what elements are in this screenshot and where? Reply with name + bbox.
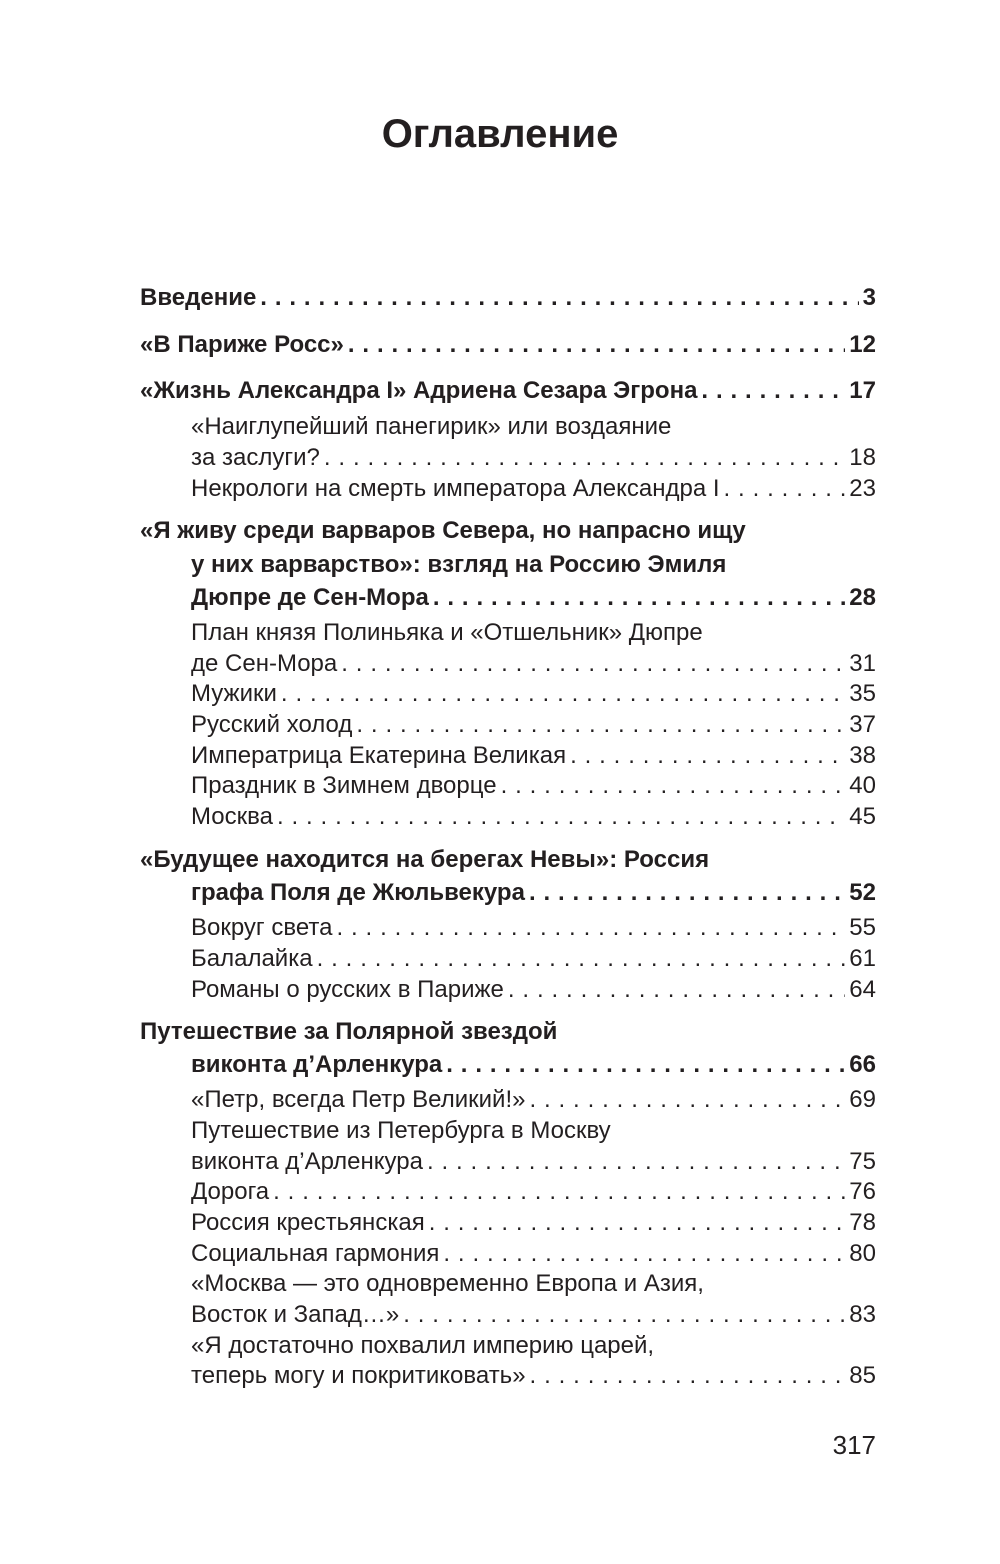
leader-dots xyxy=(273,1178,845,1206)
toc-entry-barbarians[interactable] xyxy=(191,584,876,616)
toc-entry-text: виконта д’Арленкура xyxy=(191,1148,423,1175)
toc-entry-page: 64 xyxy=(849,976,876,1003)
toc-subentry-russian-cold[interactable] xyxy=(191,711,876,743)
leader-dots xyxy=(324,444,845,472)
leader-dots xyxy=(433,584,845,612)
toc-entry-neva[interactable] xyxy=(191,879,876,911)
toc-entry-page: 31 xyxy=(849,650,876,677)
toc-entry-polar-star-line1[interactable] xyxy=(140,1018,876,1050)
toc-subentry-catherine[interactable] xyxy=(191,742,876,774)
toc-entry-text: Социальная гармония xyxy=(191,1240,440,1267)
toc-entry-page: 3 xyxy=(862,284,876,311)
toc-entry-neva-line1[interactable] xyxy=(140,846,876,878)
toc-entry-page: 23 xyxy=(849,475,876,502)
leader-dots xyxy=(341,650,845,678)
toc-subentry-moscow-europe-asia[interactable] xyxy=(191,1301,876,1333)
page-title: Оглавление xyxy=(381,112,619,156)
toc-entry-page: 45 xyxy=(849,803,876,830)
toc-entry-page: 83 xyxy=(849,1301,876,1328)
leader-dots xyxy=(348,331,845,359)
toc-entry-page: 61 xyxy=(849,945,876,972)
toc-entry-text: Балалайка xyxy=(191,945,313,972)
toc-entry-polar-star[interactable] xyxy=(191,1051,876,1083)
toc-subentry-polignac[interactable] xyxy=(191,650,876,682)
toc-subentry-polignac-line1[interactable] xyxy=(191,619,876,651)
toc-entry-page: 75 xyxy=(849,1148,876,1175)
toc-subentry-panegyric[interactable] xyxy=(191,444,876,476)
toc-entry-page: 17 xyxy=(849,377,876,404)
toc-entry-text: Праздник в Зимнем дворце xyxy=(191,772,497,799)
toc-entry-text: «Петр, всегда Петр Великий!» xyxy=(191,1086,526,1113)
toc-entry-page: 35 xyxy=(849,680,876,707)
toc-entry-text: «Будущее находится на берегах Невы»: Россия xyxy=(140,846,710,873)
toc-entry-barbarians-line2[interactable] xyxy=(191,551,876,583)
toc-entry-text: Введение xyxy=(140,284,257,311)
toc-entry-text: графа Поля де Жюльвекура xyxy=(191,879,525,906)
leader-dots xyxy=(277,803,845,831)
leader-dots xyxy=(281,680,845,708)
toc-entry-page: 78 xyxy=(849,1209,876,1236)
leader-dots xyxy=(427,1148,845,1176)
toc-entry-page: 55 xyxy=(849,914,876,941)
toc-subentry-moscow-europe-asia-line1[interactable] xyxy=(191,1270,876,1302)
leader-dots xyxy=(570,742,845,770)
leader-dots xyxy=(443,1240,845,1268)
toc-subentry-journey-line1[interactable] xyxy=(191,1117,876,1149)
toc-entry-text: виконта д’Арленкура xyxy=(191,1051,443,1078)
toc-entry-text: «Москва — это одновременно Европа и Азия, xyxy=(191,1270,704,1297)
toc-entry-page: 40 xyxy=(849,772,876,799)
toc-entry-page: 80 xyxy=(849,1240,876,1267)
toc-entry-text: «Жизнь Александра I» Адриена Сезара Эгрона xyxy=(140,377,698,404)
toc-entry-page: 66 xyxy=(849,1051,876,1078)
toc-entry-introduction[interactable] xyxy=(140,284,876,316)
toc-entry-text: у них варварство»: взгляд на Россию Эмиля xyxy=(191,551,727,578)
toc-subentry-novels[interactable] xyxy=(191,976,876,1008)
toc-entry-page: 12 xyxy=(849,331,876,358)
toc-entry-text: Путешествие из Петербурга в Москву xyxy=(191,1117,611,1144)
toc-entry-text: Россия крестьянская xyxy=(191,1209,425,1236)
leader-dots xyxy=(429,1209,846,1237)
page-number: 317 xyxy=(832,1430,876,1460)
toc-subentry-peter-great[interactable] xyxy=(191,1086,876,1118)
toc-entry-text: План князя Полиньяка и «Отшельник» Дюпре xyxy=(191,619,703,646)
toc-subentry-moscow[interactable] xyxy=(191,803,876,835)
toc-entry-page: 69 xyxy=(849,1086,876,1113)
toc-entry-paris-ross[interactable] xyxy=(140,331,876,363)
toc-subentry-around-world[interactable] xyxy=(191,914,876,946)
toc-subentry-road[interactable] xyxy=(191,1178,876,1210)
toc-subentry-obituaries[interactable] xyxy=(191,475,876,507)
toc-entry-text: Москва xyxy=(191,803,273,830)
toc-entry-page: 28 xyxy=(849,584,876,611)
toc-entry-page: 38 xyxy=(849,742,876,769)
toc-entry-text: Восток и Запад…» xyxy=(191,1301,400,1328)
leader-dots xyxy=(260,284,858,312)
toc-subentry-criticize-line1[interactable] xyxy=(191,1332,876,1364)
leader-dots xyxy=(724,475,846,503)
toc-entry-text: Вокруг света xyxy=(191,914,333,941)
toc-subentry-social-harmony[interactable] xyxy=(191,1240,876,1272)
toc-subentry-panegyric-line1[interactable] xyxy=(191,413,876,445)
leader-dots xyxy=(508,976,845,1004)
toc-entry-text: «В Париже Росс» xyxy=(140,331,344,358)
toc-entry-text: Мужики xyxy=(191,680,277,707)
toc-entry-page: 76 xyxy=(849,1178,876,1205)
toc-entry-text: Некрологи на смерть императора Александра I xyxy=(191,475,720,502)
toc-subentry-criticize[interactable] xyxy=(191,1362,876,1394)
leader-dots xyxy=(446,1051,845,1079)
toc-entry-text: Дюпре де Сен-Мора xyxy=(191,584,429,611)
toc-entry-page: 52 xyxy=(849,879,876,906)
leader-dots xyxy=(530,1362,846,1390)
toc-entry-text: «Наиглупейший панегирик» или воздаяние xyxy=(191,413,672,440)
toc-entry-text: за заслуги? xyxy=(191,444,320,471)
toc-entry-page: 85 xyxy=(849,1362,876,1389)
toc-entry-text: «Я живу среди варваров Севера, но напрасно ищу xyxy=(140,517,746,544)
leader-dots xyxy=(403,1301,845,1329)
leader-dots xyxy=(501,772,846,800)
toc-entry-life-of-alexander[interactable] xyxy=(140,377,876,409)
leader-dots xyxy=(529,879,845,907)
toc-subentry-journey[interactable] xyxy=(191,1148,876,1180)
leader-dots xyxy=(317,945,846,973)
toc-entry-text: «Я достаточно похвалил империю царей, xyxy=(191,1332,655,1359)
toc-subentry-peasant-russia[interactable] xyxy=(191,1209,876,1241)
leader-dots xyxy=(529,1086,845,1114)
toc-entry-text: де Сен-Мора xyxy=(191,650,338,677)
toc-entry-text: Романы о русских в Париже xyxy=(191,976,504,1003)
toc-entry-barbarians-line1[interactable] xyxy=(140,517,876,549)
toc-entry-page: 37 xyxy=(849,711,876,738)
toc-entry-text: Императрица Екатерина Великая xyxy=(191,742,567,769)
toc-entry-page: 18 xyxy=(849,444,876,471)
leader-dots xyxy=(356,711,845,739)
toc-entry-text: Путешествие за Полярной звездой xyxy=(140,1018,558,1045)
toc-subentry-muzhiki[interactable] xyxy=(191,680,876,712)
toc-subentry-balalaika[interactable] xyxy=(191,945,876,977)
toc-entry-text: теперь могу и покритиковать» xyxy=(191,1362,526,1389)
leader-dots xyxy=(336,914,845,942)
toc-subentry-winter-palace[interactable] xyxy=(191,772,876,804)
toc-entry-text: Русский холод xyxy=(191,711,353,738)
leader-dots xyxy=(701,377,845,405)
toc-entry-text: Дорога xyxy=(191,1178,270,1205)
